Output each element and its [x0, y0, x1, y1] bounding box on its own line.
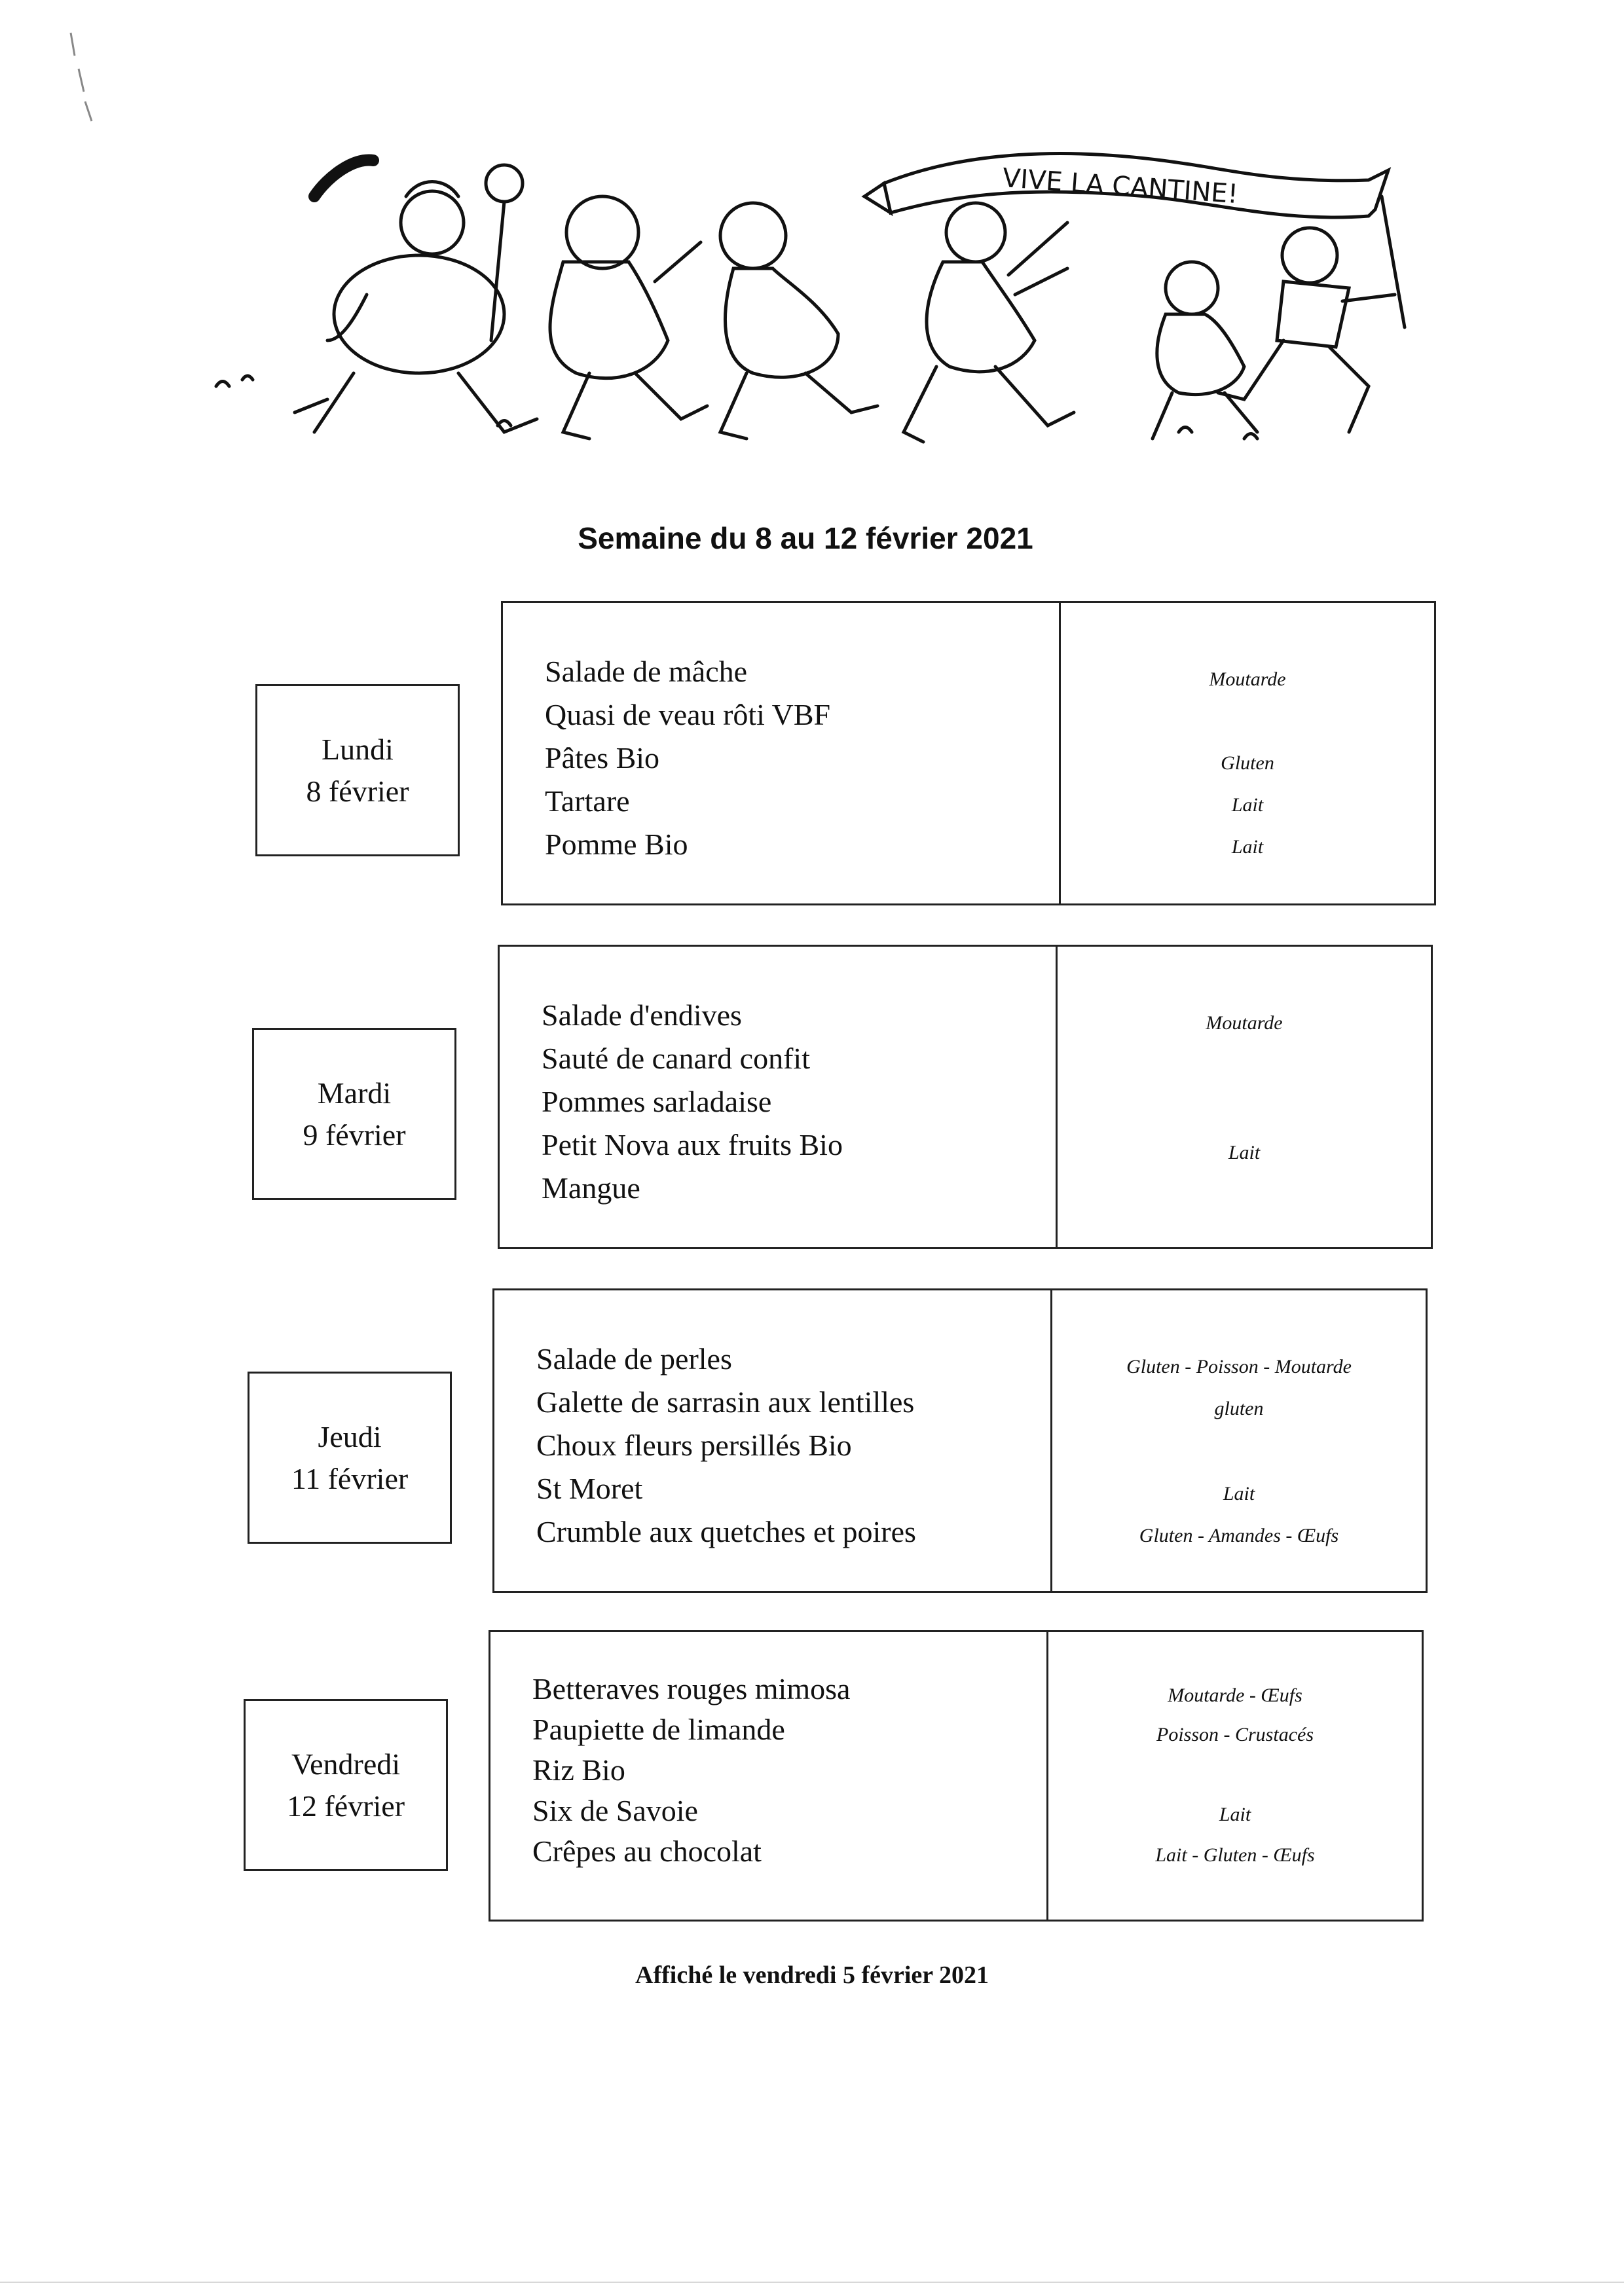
- dish-item: Six de Savoie: [532, 1794, 698, 1827]
- menu-box-vendredi: [489, 1630, 1424, 1922]
- dish-item: Pommes sarladaise: [542, 1085, 772, 1118]
- allergen-item: Gluten - Amandes - Œufs: [1139, 1525, 1339, 1546]
- allergen-list: [1058, 947, 1431, 1247]
- dish-item: Crumble aux quetches et poires: [536, 1515, 916, 1548]
- banner-text: VIVE LA CANTINE!: [1001, 163, 1240, 210]
- allergen-item: Lait: [1228, 1142, 1261, 1163]
- dish-item: Tartare: [545, 784, 630, 818]
- dish-item: Pâtes Bio: [545, 741, 660, 774]
- dish-list: [490, 1632, 1048, 1920]
- dish-item: Galette de sarrasin aux lentilles: [536, 1385, 915, 1419]
- allergen-item: Lait - Gluten - Œufs: [1155, 1844, 1315, 1866]
- scan-edge-line: [0, 2282, 1624, 2283]
- dish-list: [494, 1290, 1052, 1591]
- dish-item: Crêpes au chocolat: [532, 1834, 762, 1868]
- dish-item: Quasi de veau rôti VBF: [545, 698, 831, 731]
- dish-item: Salade de mâche: [545, 655, 748, 688]
- dish-list: [500, 947, 1058, 1247]
- allergen-item: Lait: [1231, 794, 1264, 816]
- scan-speckle: [65, 29, 105, 128]
- allergen-item: Moutarde: [1209, 668, 1286, 690]
- dish-item: Pomme Bio: [545, 828, 688, 861]
- dish-item: Betteraves rouges mimosa: [532, 1672, 851, 1705]
- page-title: Semaine du 8 au 12 février 2021: [578, 521, 1033, 555]
- allergen-item: gluten: [1214, 1398, 1264, 1419]
- posted-date: Affiché le vendredi 5 février 2021: [635, 1961, 989, 1989]
- allergen-item: Moutarde - Œufs: [1168, 1685, 1302, 1706]
- allergen-item: Gluten: [1221, 752, 1274, 774]
- menu-box-jeudi: [492, 1288, 1428, 1593]
- allergen-list: [1048, 1632, 1422, 1920]
- allergen-item: Lait: [1223, 1483, 1255, 1504]
- allergen-list: [1061, 603, 1434, 903]
- day-name: Mardi: [317, 1076, 392, 1110]
- menu-box-lundi: [501, 601, 1436, 905]
- dish-item: Sauté de canard confit: [542, 1042, 810, 1075]
- day-name: Vendredi: [291, 1747, 401, 1781]
- allergen-item: Lait: [1231, 836, 1264, 858]
- allergen-list: [1052, 1290, 1426, 1591]
- dish-item: Riz Bio: [532, 1753, 625, 1787]
- day-box-lundi: [255, 684, 460, 856]
- dish-list: [503, 603, 1061, 903]
- menu-box-mardi: [498, 945, 1433, 1249]
- day-date: 12 février: [286, 1789, 405, 1823]
- dish-item: Salade de perles: [536, 1342, 732, 1376]
- dish-item: St Moret: [536, 1472, 643, 1505]
- day-date: 9 février: [303, 1118, 406, 1152]
- allergen-item: Moutarde: [1206, 1012, 1283, 1034]
- dish-item: Paupiette de limande: [532, 1713, 785, 1746]
- day-name: Jeudi: [318, 1419, 382, 1453]
- dish-item: Choux fleurs persillés Bio: [536, 1429, 852, 1462]
- children-banner-illustration: [196, 124, 1428, 478]
- allergen-item: Gluten - Poisson - Moutarde: [1126, 1356, 1352, 1377]
- allergen-item: Lait: [1219, 1804, 1251, 1825]
- day-box-jeudi: [248, 1372, 452, 1544]
- day-date: 11 février: [291, 1461, 409, 1495]
- day-name: Lundi: [322, 732, 394, 766]
- allergen-item: Poisson - Crustacés: [1156, 1724, 1314, 1745]
- dish-item: Mangue: [542, 1171, 640, 1205]
- day-box-mardi: [252, 1028, 456, 1200]
- dish-item: Salade d'endives: [542, 998, 742, 1032]
- day-date: 8 février: [306, 774, 409, 808]
- dish-item: Petit Nova aux fruits Bio: [542, 1128, 843, 1161]
- day-box-vendredi: [244, 1699, 448, 1871]
